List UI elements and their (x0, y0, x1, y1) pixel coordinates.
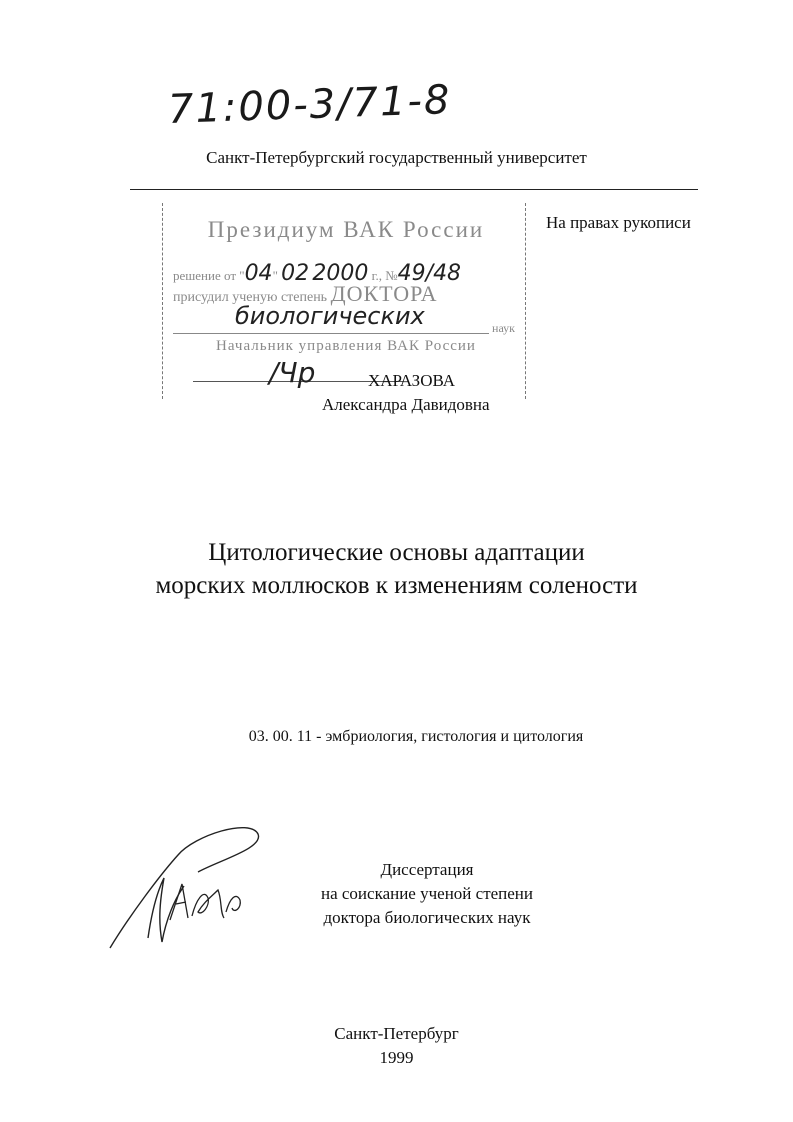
stamp-decision-year: 2000 (312, 261, 369, 286)
stamp-science-handwritten: биологических (235, 302, 425, 330)
stamp-decision-mid: " (272, 268, 282, 283)
year: 1999 (379, 1048, 414, 1067)
diss-line-1: Диссертация (380, 860, 474, 879)
stamp-decision-month: 02 (281, 261, 310, 286)
author-given-names: Александра Давидовна (322, 395, 490, 414)
stamp-signature-row (173, 358, 519, 390)
university-name: Санкт-Петербургский государственный университет (206, 148, 587, 167)
stamp-award-text: присудил ученую степень (173, 290, 331, 305)
diss-line-2: на соискание ученой степени (320, 884, 534, 903)
stamp-title: Президиум ВАК России (207, 217, 485, 242)
stamp-decision-number: 49/48 (397, 261, 462, 286)
stamp-science-suffix: наук (492, 321, 515, 335)
stamp-science (173, 302, 519, 336)
author-signature (100, 820, 270, 960)
stamp-decision-number-label: г., № (368, 268, 398, 283)
diss-line-3: доктора биологических наук (323, 908, 531, 927)
dissertation-block (262, 858, 592, 930)
stamp-signature: /Чр (269, 356, 316, 389)
rights-note: На правах рукописи (546, 213, 691, 232)
title-line-2: морских моллюсков к изменениям солености (155, 572, 638, 599)
vak-stamp (162, 203, 526, 399)
title-line-1: Цитологические основы адаптации (208, 539, 585, 566)
city: Санкт-Петербург (334, 1024, 459, 1043)
header-divider (130, 189, 698, 190)
city-year-block (0, 1022, 793, 1070)
stamp-decision-day: 04 (244, 261, 273, 286)
stamp-science-underline (173, 333, 489, 334)
dissertation-title (0, 536, 793, 602)
stamp-decision-prefix: решение от " (173, 268, 245, 283)
specialty-code: 03. 00. 11 - эмбриология, гистология и цитология (248, 728, 584, 745)
stamp-head-title: Начальник управления ВАК России (216, 338, 476, 354)
author-surname: ХАРАЗОВА (368, 371, 456, 390)
stamp-award-degree: ДОКТОРА (330, 281, 438, 306)
catalog-number-handwritten: 71:00-3/71-8 (167, 77, 453, 133)
